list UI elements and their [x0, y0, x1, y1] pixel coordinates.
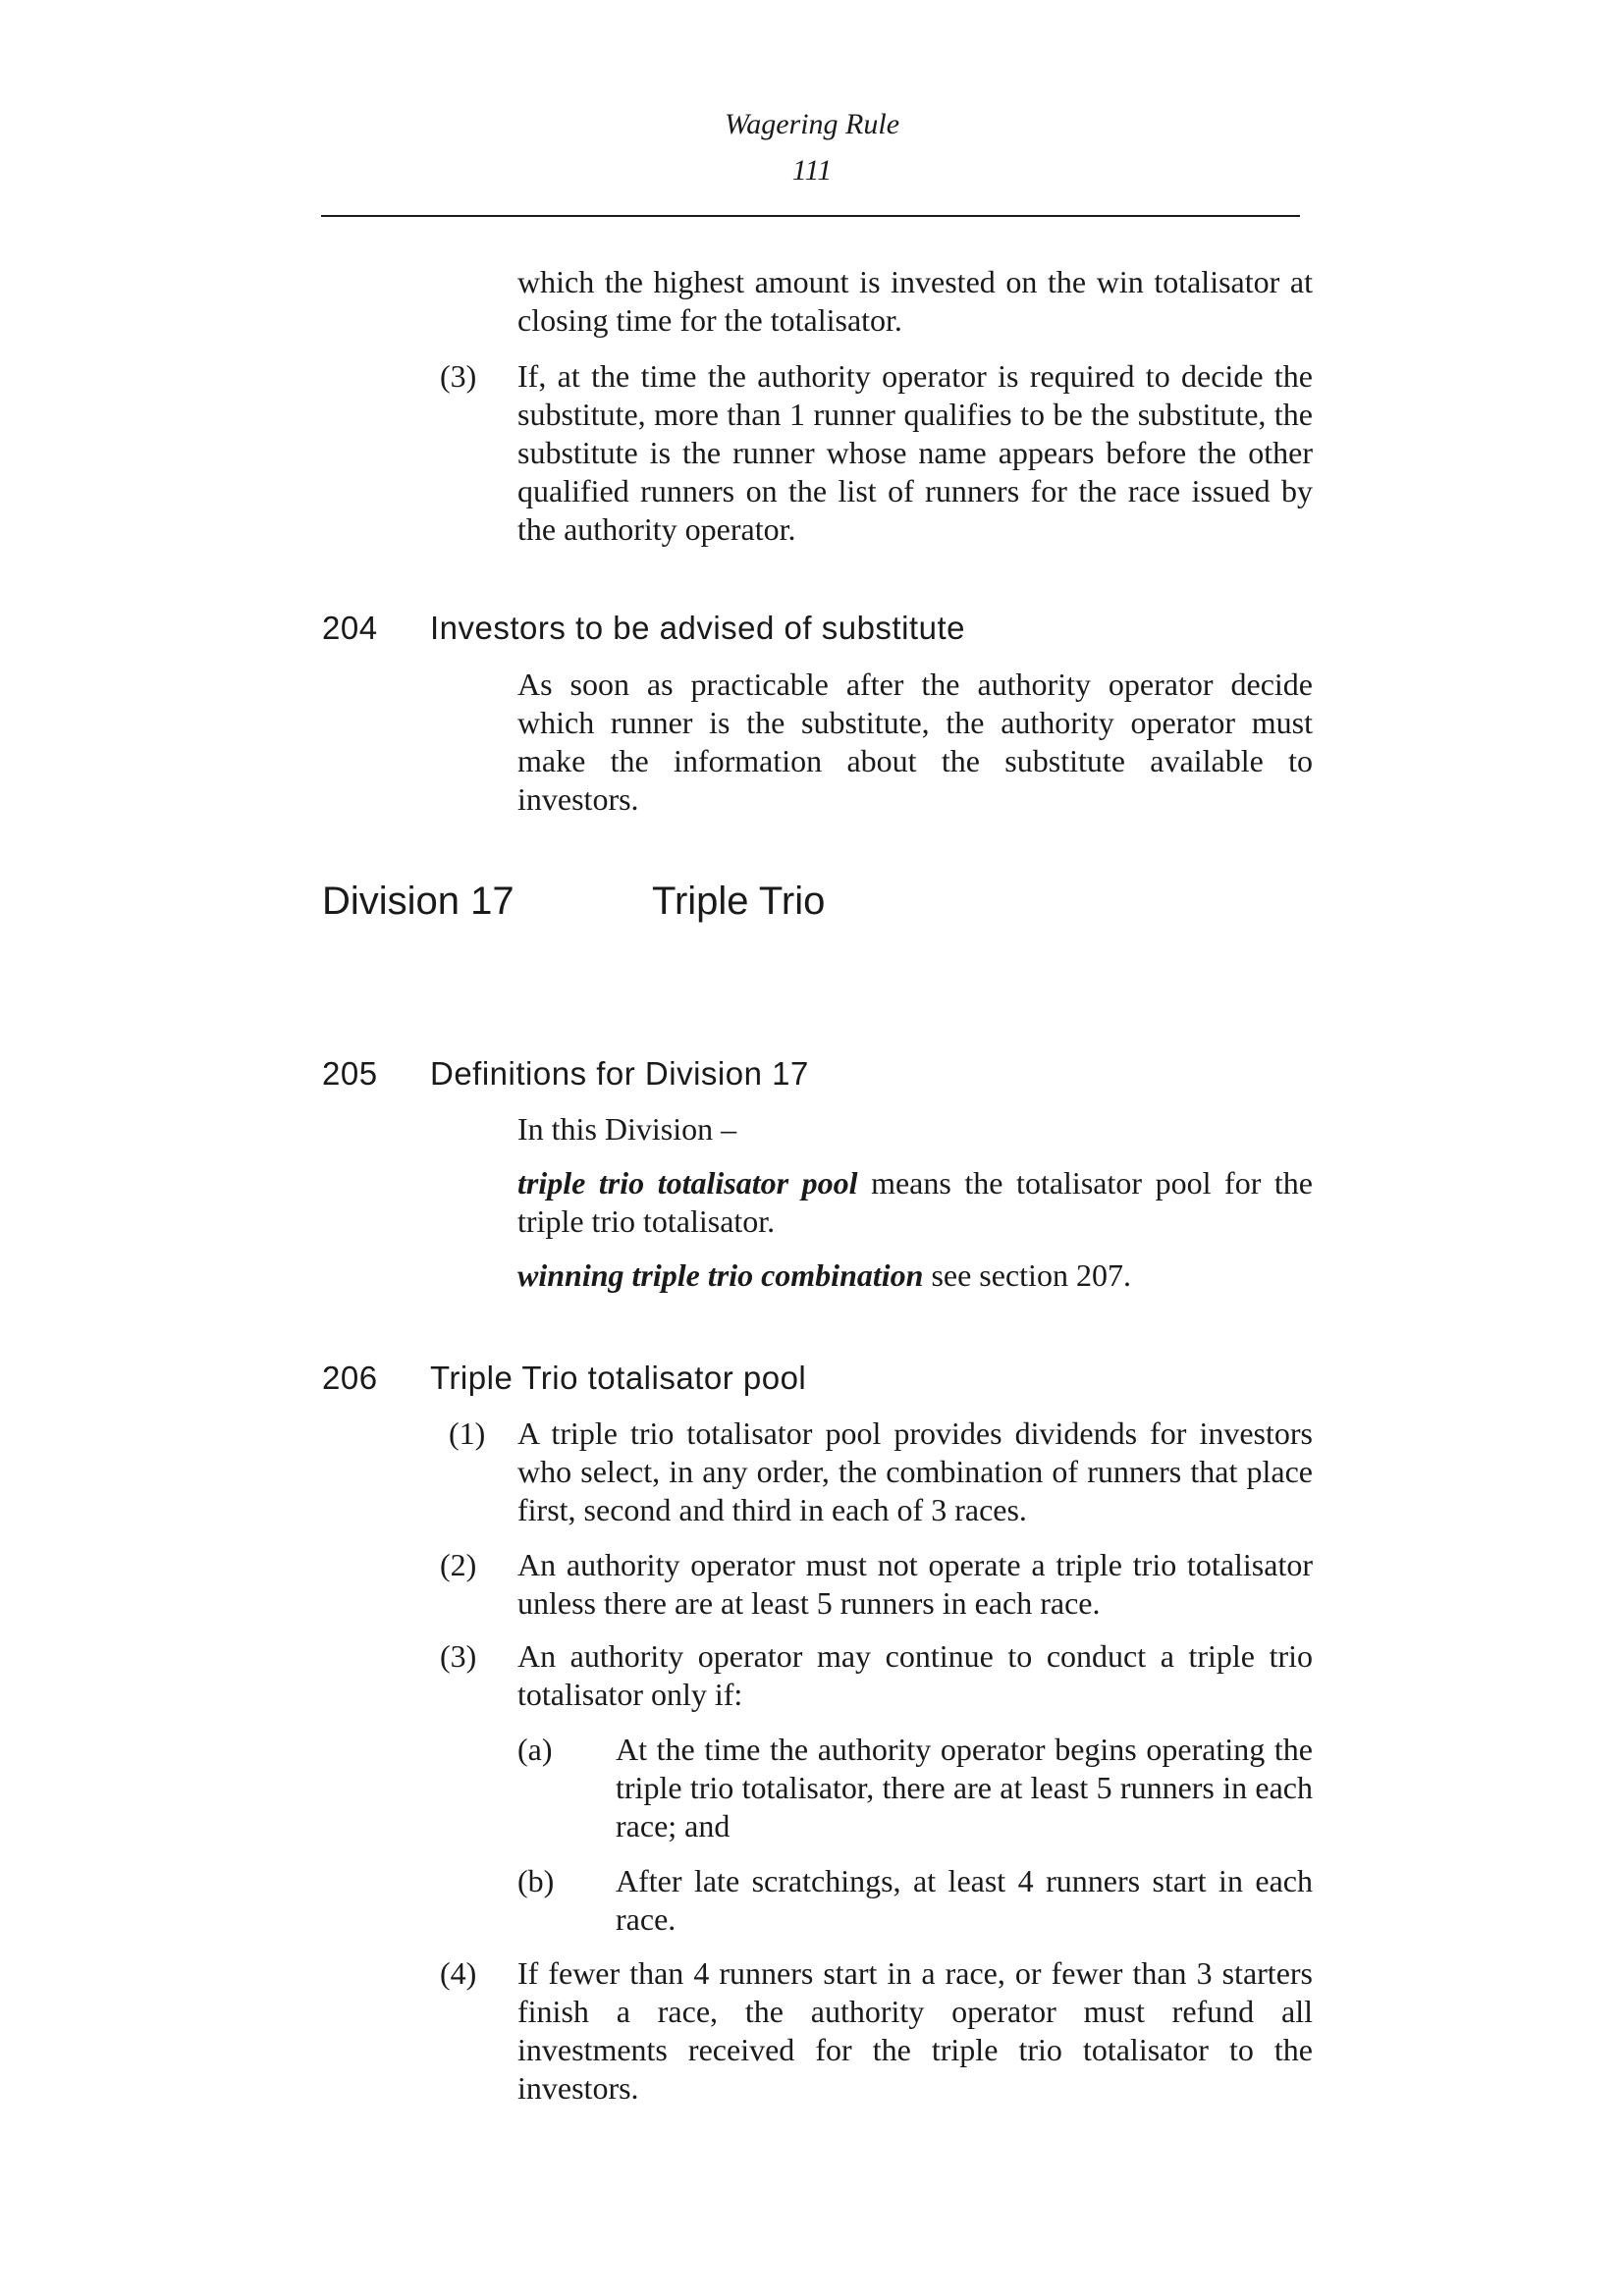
section-heading: Investors to be advised of substitute: [430, 610, 965, 646]
definition-text: see section 207.: [923, 1257, 1131, 1293]
section-number: 206: [322, 1360, 378, 1396]
paragraph-text: At the time the authority operator begins operating the triple trio totalisator, there are at least 5 runners in each race; and: [616, 1732, 1313, 1843]
subsection-text: An authority operator may continue to conduct a triple trio totalisator only if:: [517, 1638, 1313, 1712]
paragraph-label: (a): [517, 1732, 553, 1767]
subsection-label: (1): [449, 1415, 486, 1451]
section-number: 204: [322, 610, 378, 646]
subsection-label: (3): [440, 358, 477, 394]
header-rule: [321, 215, 1300, 217]
subsection-text: If fewer than 4 runners start in a race, or fewer than 3 starters finish a race, the authority operator must refund all investments received for the triple trio totalisator to the investors.: [517, 1955, 1313, 2106]
continuation-text: which the highest amount is invested on the win totalisator at closing time for the totalisator.: [517, 264, 1313, 338]
division-title: Triple Trio: [652, 880, 826, 923]
section-heading: Triple Trio totalisator pool: [430, 1360, 807, 1396]
defined-term: triple trio totalisator pool: [517, 1165, 858, 1201]
defined-term: winning triple trio combination: [517, 1257, 924, 1293]
paragraph-text: After late scratchings, at least 4 runners start in each race.: [616, 1863, 1313, 1937]
definition: [517, 1164, 1313, 1241]
division-number: Division 17: [322, 880, 514, 923]
definition-text: means the totalisator pool for the triple trio totalisator.: [517, 1165, 1314, 1239]
section-heading: Definitions for Division 17: [430, 1055, 809, 1092]
running-header-title: Wagering Rule: [724, 108, 900, 140]
subsection-text: If, at the time the authority operator is required to decide the substitute, more than 1 runner qualifies to be the substitute, the substitute is the runner whose name appears before the other qualified runners on the list of runners for the race issued by the authority operator.: [517, 358, 1313, 547]
section-number: 205: [322, 1055, 378, 1092]
subsection-label: (2): [440, 1547, 477, 1582]
section-text: As soon as practicable after the authority operator decide which runner is the substitute, the authority operator must make the information about the substitute available to investors.: [517, 667, 1313, 817]
subsection-label: (3): [440, 1638, 477, 1674]
subsection-text: A triple trio totalisator pool provides dividends for investors who select, in any order, the combination of runners that place first, second and third in each of 3 races.: [517, 1415, 1313, 1527]
subsection-label: (4): [440, 1955, 477, 1991]
page-number: 111: [791, 154, 833, 187]
subsection-text: An authority operator must not operate a triple trio totalisator unless there are at least 5 runners in each race.: [517, 1547, 1313, 1621]
definition: [517, 1256, 1313, 1295]
definitions-intro: In this Division –: [517, 1111, 737, 1147]
paragraph-label: (b): [517, 1863, 555, 1898]
